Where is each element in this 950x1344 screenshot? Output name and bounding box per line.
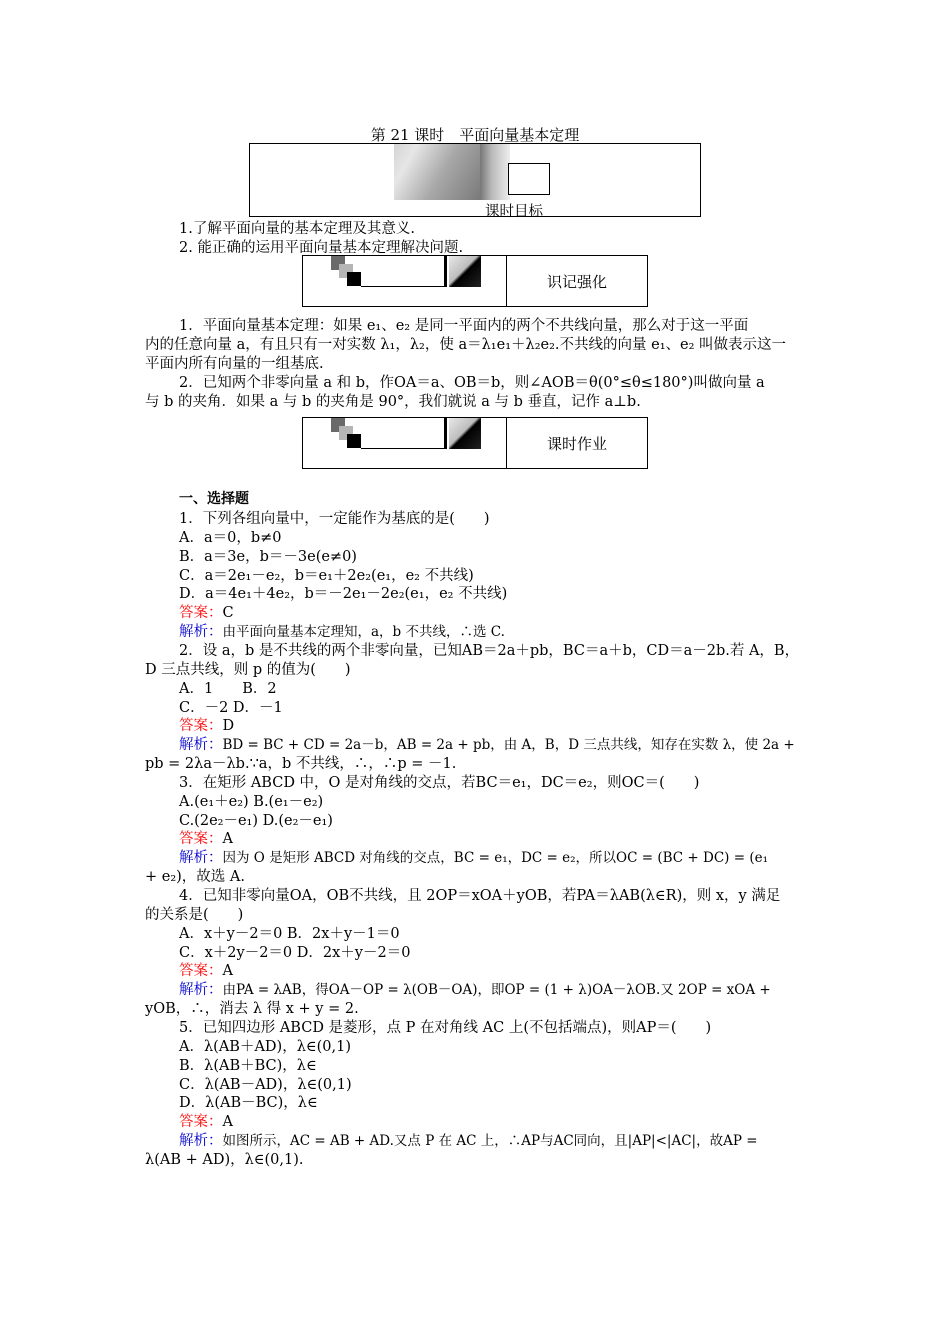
decor-bar bbox=[444, 418, 447, 449]
line-text: C bbox=[222, 605, 234, 621]
page-title: 第 21 课时 平面向量基本定理 bbox=[370, 126, 580, 144]
line-text: A．λ(AB＋AD)，λ∈(0,1) bbox=[179, 1039, 351, 1055]
objective-item: 2. 能正确的运用平面向量基本定理解决问题. bbox=[179, 240, 464, 256]
memory-line: 内的任意向量 a，有且只有一对实数 λ₁，λ₂，使 a＝λ₁e₁＋λ₂e₂.不共线的向量 e₁、e₂ 叫做表示这一 bbox=[145, 337, 787, 353]
question-line bbox=[145, 903, 243, 924]
answer-label: 答案： bbox=[179, 963, 223, 979]
objectives-label: 课时目标 bbox=[485, 204, 543, 220]
decor-line bbox=[361, 448, 447, 449]
line-text: A．x＋y－2＝0 B．2x＋y－1＝0 bbox=[179, 926, 400, 942]
line-text: 的关系是( ) bbox=[145, 907, 244, 923]
analysis-label: 解析： bbox=[179, 1133, 223, 1149]
question-line bbox=[179, 582, 507, 603]
line-text: C．a＝2e₁－e₂，b＝e₁＋2e₂(e₁，e₂ 不共线) bbox=[179, 568, 474, 584]
memory-line: 与 b 的夹角．如果 a 与 b 的夹角是 90°，我们就说 a 与 b 垂直，记作 a⊥b. bbox=[145, 394, 641, 410]
banner-inner-box bbox=[508, 163, 550, 195]
line-text: B．λ(AB＋BC)，λ∈ bbox=[179, 1058, 317, 1074]
line-text: C．－2 D．－1 bbox=[179, 700, 283, 716]
question-line bbox=[179, 545, 357, 566]
line-text: 2．设 a，b 是不共线的两个非零向量，已知AB＝2a＋pb，BC＝a＋b，CD＝a－2b.若 A，B， bbox=[179, 643, 800, 659]
question-line bbox=[145, 1148, 304, 1169]
line-text: + e₂)，故选 A. bbox=[145, 869, 245, 885]
decor-triangle-icon bbox=[449, 418, 481, 449]
analysis-label: 解析： bbox=[179, 850, 223, 866]
question-line bbox=[145, 865, 245, 886]
line-text: 由PA = λAB，得OA－OP = λ(OB－OA)，即OP = (1 + λ)OA－λOB.又 2OP = xOA + bbox=[222, 982, 771, 998]
question-line bbox=[179, 507, 490, 528]
decor-square-icon bbox=[347, 272, 361, 286]
question-line bbox=[179, 639, 799, 660]
answer-label: 答案： bbox=[179, 605, 223, 621]
line-text: 由平面向量基本定理知，a，b 不共线，∴选 C. bbox=[222, 624, 505, 640]
analysis-label: 解析： bbox=[179, 982, 223, 998]
line-text: D bbox=[222, 718, 235, 734]
line-text: BD = BC + CD = 2a－b，AB = 2a + pb，由 A，B，D 三点共线，知存在实数 λ，使 2a + bbox=[222, 737, 795, 753]
line-text: A bbox=[222, 963, 233, 979]
line-text: λ(AB + AD)，λ∈(0,1). bbox=[145, 1152, 304, 1168]
homework-header bbox=[302, 417, 648, 469]
line-text: pb = 2λa－λb.∵a，b 不共线，∴，∴p = －1. bbox=[145, 756, 457, 772]
question-line bbox=[179, 526, 282, 547]
answer-label: 答案： bbox=[179, 1114, 223, 1130]
question-line bbox=[179, 1016, 711, 1037]
line-text: A．1 B．2 bbox=[179, 681, 277, 697]
analysis-label: 解析： bbox=[179, 737, 223, 753]
line-text: 5．已知四边形 ABCD 是菱形，点 P 在对角线 AC 上(不包括端点)，则AP＝( ) bbox=[179, 1020, 712, 1036]
banner-gradient-graphic bbox=[394, 144, 480, 200]
answer-label: 答案： bbox=[179, 831, 223, 847]
answer-line bbox=[179, 1110, 233, 1131]
answer-line bbox=[179, 714, 234, 735]
memory-line: 1．平面向量基本定理：如果 e₁、e₂ 是同一平面内的两个不共线向量，那么对于这一平面 bbox=[179, 318, 749, 334]
decor-triangle-icon bbox=[449, 256, 481, 287]
question-line bbox=[145, 997, 359, 1018]
decor-square-icon bbox=[347, 434, 361, 448]
line-text: D．a＝4e₁＋4e₂，b＝－2e₁－2e₂(e₁，e₂ 不共线) bbox=[179, 586, 508, 602]
memory-label: 识记强化 bbox=[546, 272, 607, 291]
line-text: C．λ(AB－AD)，λ∈(0,1) bbox=[179, 1077, 352, 1093]
line-text: A．a＝0，b≠0 bbox=[179, 530, 282, 546]
question-line bbox=[179, 1035, 351, 1056]
line-text: 1．下列各组向量中，一定能作为基底的是( ) bbox=[179, 511, 490, 527]
decor-bar bbox=[444, 256, 447, 287]
question-line bbox=[179, 884, 780, 905]
line-text: D．λ(AB－BC)，λ∈ bbox=[179, 1095, 318, 1111]
question-line bbox=[145, 658, 351, 679]
line-text: A bbox=[222, 1114, 233, 1130]
line-text: 4．已知非零向量OA，OB不共线，且 2OP＝xOA＋yOB，若PA＝λAB(λ∈R)，则 x，y 满足 bbox=[179, 888, 781, 904]
analysis-line bbox=[179, 846, 768, 867]
section-heading: 一、选择题 bbox=[179, 491, 249, 507]
objective-item: 1.了解平面向量的基本定理及其意义. bbox=[179, 221, 415, 237]
question-line bbox=[179, 677, 277, 698]
question-line bbox=[145, 752, 456, 773]
line-text: yOB，∴，消去 λ 得 x + y = 2. bbox=[145, 1001, 359, 1017]
line-text: A.(e₁＋e₂) B.(e₁－e₂) bbox=[179, 794, 324, 810]
line-text: 如图所示，AC = AB + AD.又点 P 在 AC 上，∴AP与AC同向，且|AP|<|AC|，故AP = bbox=[222, 1133, 758, 1149]
line-text: C.(2e₂－e₁) D.(e₂－e₁) bbox=[179, 813, 333, 829]
analysis-line bbox=[179, 620, 505, 641]
analysis-line bbox=[179, 733, 795, 754]
question-line bbox=[179, 790, 323, 811]
analysis-line bbox=[179, 978, 771, 999]
line-text: B．a＝3e，b＝－3e(e≠0) bbox=[179, 549, 357, 565]
line-text: D 三点共线，则 p 的值为( ) bbox=[145, 662, 351, 678]
banner-strip-graphic bbox=[480, 144, 510, 200]
line-text: C．x＋2y－2＝0 D．2x＋y－2＝0 bbox=[179, 945, 411, 961]
analysis-line bbox=[179, 1129, 758, 1150]
memory-header bbox=[302, 255, 648, 307]
line-text: 3．在矩形 ABCD 中，O 是对角线的交点，若BC＝e₁，DC＝e₂，则OC＝( ) bbox=[179, 775, 700, 791]
question-line bbox=[179, 922, 400, 943]
objectives-banner bbox=[249, 143, 701, 220]
analysis-label: 解析： bbox=[179, 624, 223, 640]
answer-label: 答案： bbox=[179, 718, 223, 734]
memory-line: 平面内所有向量的一组基底. bbox=[145, 356, 324, 372]
homework-label: 课时作业 bbox=[546, 434, 607, 453]
answer-line bbox=[179, 601, 234, 622]
decor-line bbox=[361, 286, 447, 287]
question-line bbox=[179, 1054, 317, 1075]
line-text: A bbox=[222, 831, 233, 847]
line-text: 因为 O 是矩形 ABCD 对角线的交点，BC = e₁，DC = e₂，所以OC = (BC + DC) = (e₁ bbox=[222, 850, 768, 866]
answer-line bbox=[179, 827, 233, 848]
question-line bbox=[179, 1091, 318, 1112]
question-line bbox=[179, 771, 699, 792]
answer-line bbox=[179, 959, 233, 980]
memory-line: 2．已知两个非零向量 a 和 b，作OA＝a、OB＝b，则∠AOB＝θ(0°≤θ≤180°)叫做向量 a bbox=[179, 375, 765, 391]
